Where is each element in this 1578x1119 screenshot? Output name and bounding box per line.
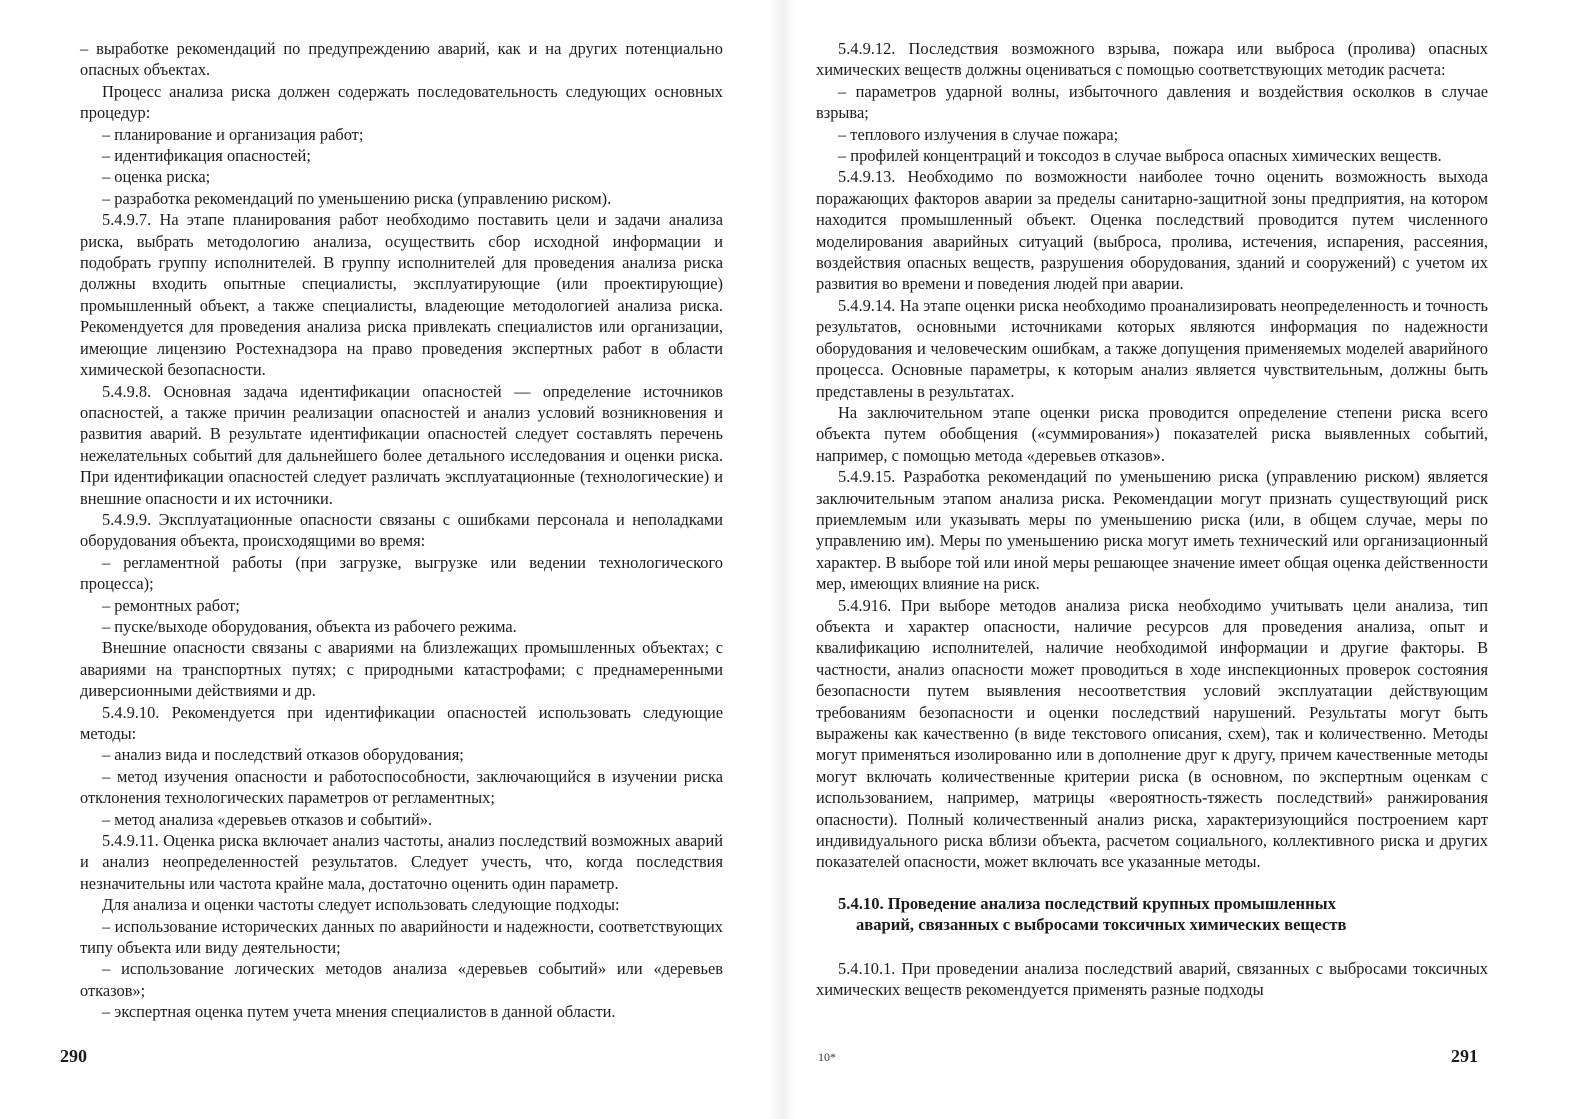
paragraph: – выработке рекомендаций по предупреждению аварий, как и на других потенциально опасных объектах. (80, 39, 723, 80)
list-item: – использование логических методов анализа «деревьев событий» или «деревьев отказов»; (80, 959, 723, 1000)
list-item: – профилей концентраций и токсодоз в случае выброса опасных химических веществ. (838, 146, 1442, 166)
list-item: – анализ вида и последствий отказов оборудования; (102, 745, 464, 765)
paragraph-5-4-9-15: 5.4.9.15. Разработка рекомендаций по уменьшению риска (управлению риском) является заключительным этапом анализа риска. Рекомендации могут признать существующий риск приемлемым или указывать меры по уменьшению риска (или, в общем случае, меры по управлению им). Меры по уменьшению риска могут иметь технический или организационный характер. В выборе той или иной меры решающее значение имеет общая оценка действенности мер, имеющих влияние на риск. (816, 467, 1488, 594)
paragraph-5-4-9-8: 5.4.9.8. Основная задача идентификации опасностей — определение источников опасностей, а также причин реализации опасностей и анализ условий возникновения и развития аварий. В результате идентификации опасностей следует составлять перечень нежелательных событий для дальнейшего более детального исследования и оценки риска. При идентификации опасностей следует различать эксплуатационные (технологические) и внешние опасности и их источники. (80, 381, 723, 508)
list-item: – разработка рекомендаций по уменьшению риска (управлению риском). (102, 188, 612, 208)
paragraph: На заключительном этапе оценки риска проводится определение степени риска всего объекта путем обобщения («суммирования») показателей риска выявленных событий, например, с помощью метода «деревьев отказов». (816, 402, 1488, 465)
page-number-right: 291 (1451, 1046, 1478, 1066)
paragraph-5-4-9-9: 5.4.9.9. Эксплуатационные опасности связаны с ошибками персонала и неполадками оборудования объекта, происходящими во время: (80, 509, 723, 551)
paragraph-5-4-10-1: 5.4.10.1. При проведении анализа последствий аварий, связанных с выбросами токсичных химических веществ рекомендуется применять разные подходы (816, 958, 1488, 1000)
heading-line-2: аварий, связанных с выбросами токсичных химических веществ (856, 915, 1347, 935)
paragraph-5-4-9-13: 5.4.9.13. Необходимо по возможности наиболее точно оценить возможность выхода поражающих факторов аварии за пределы санитарно-защитной зоны предприятия, на котором находится промышленный объект. Оценка последствий проводится путем численного моделирования аварийных ситуаций (выброса, пролива, истечения, испарения, рассеяния, воздействия опасных веществ, разрушения оборудования, зданий и сооружений) с учетом их развития во времени и поведения людей при аварии. (816, 167, 1488, 294)
section-spacer (816, 873, 1488, 893)
list-item: – ремонтных работ; (102, 595, 240, 615)
right-page (816, 38, 1488, 1001)
paragraph-5-4-9-14: 5.4.9.14. На этапе оценки риска необходимо проанализировать неопределенность и точность результатов, основными источниками которых являются информация по надежности оборудования и человеческим ошибкам, а также допущения применяемых моделей аварийного процесса. Основные параметры, к которым анализ является чувствительным, должны быть представлены в результатах. (816, 295, 1488, 401)
paragraph: Внешние опасности связаны с авариями на близлежащих промышленных объектах; с авариями на транспортных путях; с природными катастрофами; с преднамеренными диверсионными действиями и др. (80, 638, 723, 701)
paragraph-5-4-9-7: 5.4.9.7. На этапе планирования работ необходимо поставить цели и задачи анализа риска, выбрать методологию анализа, осуществить сбор исходной информации и подобрать группу исполнителей. В группу исполнителей для проведения анализа риска должны входить опытные специалисты, эксплуатирующие (или проектирующие) промышленный объект, а также специалисты, владеющие методологией анализа риска. Рекомендуется для проведения анализа риска привлекать специалистов или организации, имеющие лицензию Ростехнадзора на право проведения экспертных работ в области химической безопасности. (80, 210, 723, 380)
list-item: – идентификация опасностей; (102, 146, 311, 166)
page-gutter (770, 0, 794, 1119)
list-item: – экспертная оценка путем учета мнения специалистов в данной области. (102, 1002, 616, 1022)
list-item: – параметров ударной волны, избыточного давления и воздействия осколков в случае взрыва; (816, 81, 1488, 123)
paragraph-5-4-9-11: 5.4.9.11. Оценка риска включает анализ частоты, анализ последствий возможных аварий и анализ неопределенностей результатов. Следует учесть, что, когда последствия незначительны или частота крайне мала, достаточно оценить один параметр. (80, 831, 723, 893)
left-page (80, 38, 723, 1023)
section-heading-5-4-10 (838, 893, 1438, 936)
list-item: – метод изучения опасности и работоспособности, заключающийся в изучении риска отклонения технологических параметров от регламентных; (80, 766, 723, 808)
list-item: – регламентной работы (при загрузке, выгрузке или ведении технологического процесса); (80, 552, 723, 594)
list-item: – использование исторических данных по аварийности и надежности, соответствующих типу объекта или виду деятельности; (80, 916, 723, 958)
paragraph: Для анализа и оценки частоты следует использовать следующие подходы: (102, 895, 620, 915)
list-item: – пуске/выходе оборудования, объекта из рабочего режима. (102, 616, 517, 636)
paragraph-5-4-9-16: 5.4.916. При выборе методов анализа риска необходимо учитывать цели анализа, тип объекта и характер опасности, наличие ресурсов для проведения анализа, опыт и квалификацию исполнителей, наличие необходимой информации и другие факторы. В частности, анализ опасности может проводиться в ходе инспекционных проверок состояния безопасности путем выявления несоответствия условий эксплуатации действующим требованиям безопасности и оценки последствий нарушений. Результаты могут быть выражены как качественно (в виде текстового описания, схем), так и количественно. Методы могут применяться изолированно или в дополнение друг к другу, причем качественные методы могут включать количественные критерии риска (в основном, по экспертным оценкам с использованием, например, матрицы «вероятность-тяжесть последствий» ранжирования опасности). Полный количественный анализ риска, характеризующийся построением карт индивидуального риска вблизи объекта, расчетом социального, коллективного риска и других показателей опасности, может включать все указанные методы. (816, 595, 1488, 872)
paragraph-5-4-9-12: 5.4.9.12. Последствия возможного взрыва, пожара или выброса (пролива) опасных химических веществ должны оцениваться с помощью соответствующих методик расчета: (816, 39, 1488, 80)
list-item: – теплового излучения в случае пожара; (838, 124, 1119, 144)
list-item: – оценка риска; (102, 167, 211, 187)
heading-line-1: 5.4.10. Проведение анализа последствий крупных промышленных (838, 893, 1336, 913)
list-item: – метод анализа «деревьев отказов и событий». (102, 809, 433, 829)
list-item: – планирование и организация работ; (102, 124, 364, 144)
paragraph: Процесс анализа риска должен содержать последовательность следующих основных процедур: (80, 81, 723, 123)
page-number-left: 290 (60, 1046, 87, 1066)
paragraph-5-4-9-10: 5.4.9.10. Рекомендуется при идентификации опасностей использовать следующие методы: (80, 702, 723, 743)
signature-mark: 10* (818, 1050, 836, 1064)
